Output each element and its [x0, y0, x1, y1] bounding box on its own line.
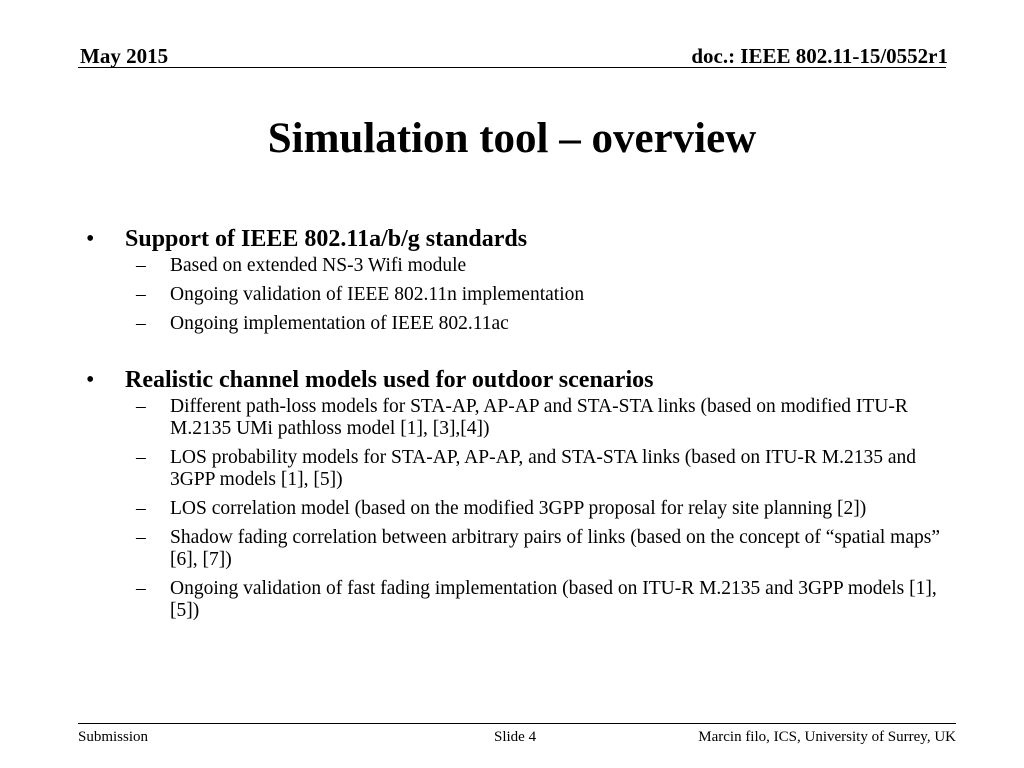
dash-icon: –	[136, 396, 146, 417]
sub-bullet-list	[80, 255, 950, 335]
slide-body	[80, 225, 950, 629]
sub-bullet-text: Ongoing validation of IEEE 802.11n implementation	[170, 284, 585, 305]
sub-bullet-text: LOS probability models for STA-AP, AP-AP, and STA-STA links (based on ITU-R M.2135 and 3GPP models [1], [5])	[170, 447, 917, 490]
footer-submission: Submission	[78, 729, 149, 745]
sub-bullet-item	[80, 447, 950, 491]
sub-bullet-item	[80, 255, 950, 277]
dash-icon: –	[136, 527, 146, 548]
dash-icon: –	[136, 284, 146, 305]
dash-icon: –	[136, 498, 146, 519]
dash-icon: –	[136, 313, 146, 334]
sub-bullet-list	[80, 396, 950, 622]
sub-bullet-item	[80, 527, 950, 571]
bullet-icon: •	[86, 367, 95, 393]
footer-slide-number: Slide 4	[494, 729, 537, 745]
header-doc-id: doc.: IEEE 802.11-15/0552r1	[691, 44, 948, 68]
sub-bullet-text: Ongoing validation of fast fading implementation (based on ITU-R M.2135 and 3GPP models [1], [5])	[170, 578, 937, 621]
spacer	[80, 342, 950, 366]
header-divider	[78, 67, 946, 68]
bullet-text: Support of IEEE 802.11a/b/g standards	[125, 226, 528, 252]
sub-bullet-text: Based on extended NS-3 Wifi module	[170, 255, 467, 276]
sub-bullet-item	[80, 578, 950, 622]
dash-icon: –	[136, 578, 146, 599]
sub-bullet-item	[80, 396, 950, 440]
bullet-icon: •	[86, 226, 95, 252]
bullet-text: Realistic channel models used for outdoor scenarios	[125, 367, 654, 393]
dash-icon: –	[136, 447, 146, 468]
sub-bullet-text: Shadow fading correlation between arbitrary pairs of links (based on the concept of “spatial maps” [6], [7])	[170, 527, 940, 570]
footer-author: Marcin filo, ICS, University of Surrey, UK	[698, 729, 956, 745]
sub-bullet-item	[80, 284, 950, 306]
bullet-item	[80, 225, 950, 254]
sub-bullet-item	[80, 313, 950, 335]
sub-bullet-text: Ongoing implementation of IEEE 802.11ac	[170, 313, 509, 334]
sub-bullet-text: LOS correlation model (based on the modified 3GPP proposal for relay site planning [2])	[170, 498, 867, 519]
sub-bullet-text: Different path-loss models for STA-AP, AP-AP and STA-STA links (based on modified ITU-R M.2135 UMi pathloss model [1], [3],[4])	[170, 396, 908, 439]
bullet-item	[80, 366, 950, 395]
slide-title: Simulation tool – overview	[267, 115, 757, 162]
dash-icon: –	[136, 255, 146, 276]
sub-bullet-item	[80, 498, 950, 520]
header-date: May 2015	[80, 44, 169, 68]
footer-divider	[78, 723, 956, 724]
